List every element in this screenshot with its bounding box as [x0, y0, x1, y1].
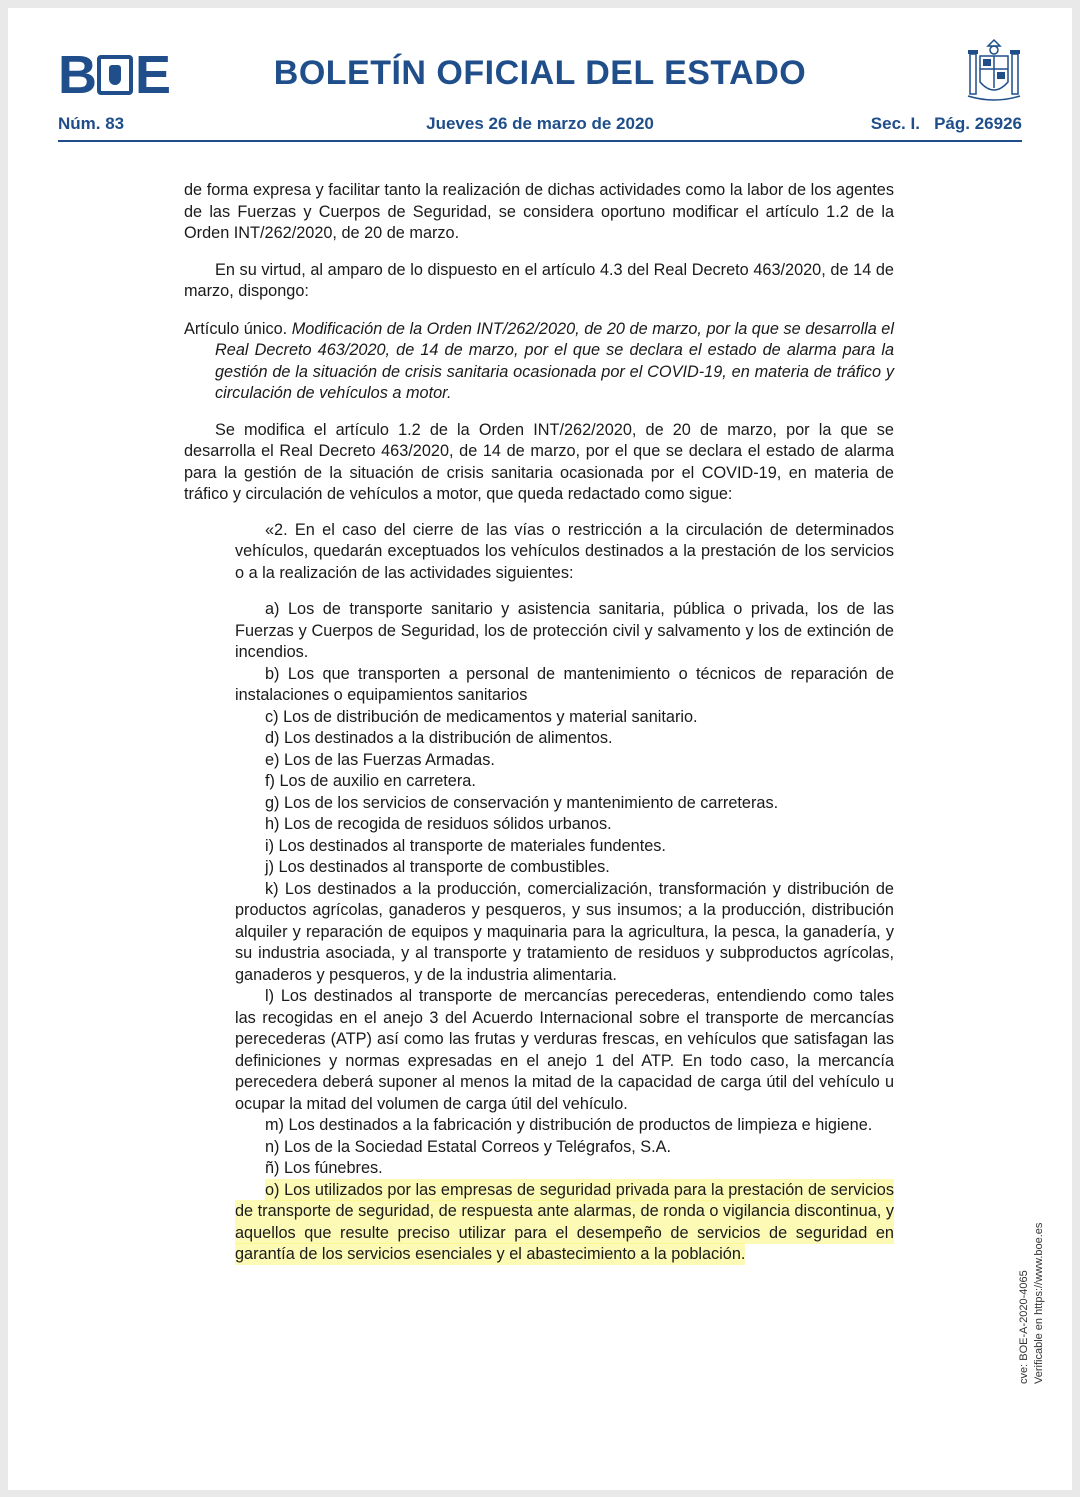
cve-code: cve: BOE-A-2020-4065 [1018, 1270, 1030, 1384]
paragraph-intro: de forma expresa y facilitar tanto la realización de dichas actividades como la labor de los agentes de las Fuerzas y Cuerpos de Seguridad, se considera oportuno modificar el artículo 1.2 de la Orden INT/262/2020, de 20 de marzo. [184, 181, 894, 242]
list-item: f) Los de auxilio en carretera. [265, 772, 476, 790]
list-item: k) Los destinados a la producción, comercialización, transformación y distribución de productos agrícolas, ganaderos y pesqueros, y sus insumos; a la producción, distribución alquiler y reparación de equipos y maquinaria para la agricultura, la pesca, la ganadería, y su industria asociada, y al transporte y tratamiento de residuos y subproductos agrícolas, ganaderos y pesqueros, y de la industria alimentaria. [235, 879, 894, 984]
issue-info-row [58, 114, 1022, 138]
exception-list [235, 599, 894, 1266]
list-item: i) Los destinados al transporte de materiales fundentes. [265, 836, 666, 855]
page-title: BOLETÍN OFICIAL DEL ESTADO [273, 54, 807, 92]
list-item: n) Los de la Sociedad Estatal Correos y Telégrafos, S.A. [265, 1137, 672, 1156]
verification-note [1017, 1184, 1051, 1384]
boe-header [8, 8, 1072, 168]
highlighted-text: o) Los utilizados por las empresas de seguridad privada para la prestación de servicios de transporte de seguridad, de respuesta ante alarmas, de ronda o vigilancia discontinua, y aquellos que resulte preciso utilizar para el desempeño de servicios de seguridad en garantía de los servicios esenciales y el abastecimiento a la población. [235, 1180, 894, 1263]
list-item: ñ) Los fúnebres. [265, 1159, 383, 1177]
list-item: j) Los destinados al transporte de combustibles. [265, 858, 610, 876]
list-item: c) Los de distribución de medicamentos y material sanitario. [265, 707, 698, 726]
issue-number: Núm. 83 [58, 114, 125, 133]
logo-letter-b: B [58, 45, 95, 105]
article-heading [184, 319, 894, 405]
coat-of-arms-icon [966, 38, 1022, 104]
document-body [184, 180, 894, 1266]
header-divider [58, 140, 1022, 142]
quote-intro: «2. En el caso del cierre de las vías o restricción a la circulación de determinados vehículos, quedarán exceptuados los vehículos destinados a la prestación de los servicios o a la realización de las actividades siguientes: [235, 520, 894, 582]
list-item: m) Los destinados a la fabricación y distribución de productos de limpieza e higiene. [265, 1116, 873, 1134]
list-item: h) Los de recogida de residuos sólidos urbanos. [265, 815, 612, 833]
quoted-article [235, 520, 894, 1266]
list-item: g) Los de los servicios de conservación y mantenimiento de carreteras. [265, 793, 779, 812]
section-page: Sec. I. Pág. 26926 [870, 114, 1022, 133]
document-page [8, 8, 1072, 1490]
verify-url: Verificable en https://www.boe.es [1033, 1222, 1045, 1384]
list-item: d) Los destinados a la distribución de alimentos. [265, 729, 613, 747]
issue-date: Jueves 26 de marzo de 2020 [426, 114, 654, 133]
logo-letter-e: E [135, 45, 170, 105]
paragraph-modifica: Se modifica el artículo 1.2 de la Orden INT/262/2020, de 20 de marzo, por la que se desarrolla el Real Decreto 463/2020, de 14 de marzo, por el que se declara el estado de alarma para la gestión de la situación de crisis sanitaria ocasionada por el COVID-19, en materia de tráfico y circulación de vehículos a motor, que queda redactado como sigue: [184, 420, 894, 503]
article-title: Modificación de la Orden INT/262/2020, de 20 de marzo, por la que se desarrolla el Real Decreto 463/2020, de 14 de marzo, por el que se declara el estado de alarma para la gestión de la situación de crisis sanitaria ocasionada por el COVID-19, en materia de tráfico y circulación de vehículos a motor. [215, 319, 894, 402]
paragraph-virtud: En su virtud, al amparo de lo dispuesto en el artículo 4.3 del Real Decreto 463/2020, de 14 de marzo, dispongo: [184, 260, 894, 300]
list-item-highlighted [235, 1180, 894, 1266]
list-item: l) Los destinados al transporte de mercancías perecederas, entendiendo como tales las recogidas en el anejo 3 del Acuerdo Internacional sobre el transporte de mercancías perecederas (ATP) así como las frutas y verduras frescas, en vehículos que satisfagan las definiciones y normas expresadas en el anejo 1 del ATP. En todo caso, la mercancía perecedera deberá suponer al menos la mitad de la capacidad de carga útil del vehículo u ocupar la mitad del volumen de carga útil del vehículo. [235, 987, 894, 1113]
article-label: Artículo único. [184, 319, 292, 338]
list-item: a) Los de transporte sanitario y asistencia sanitaria, pública o privada, los de las Fuerzas y Cuerpos de Seguridad, los de protección civil y salvamento y los de extinción de incendios. [235, 600, 894, 661]
list-item: b) Los que transporten a personal de mantenimiento o técnicos de reparación de instalaciones o equipamientos sanitarios [235, 664, 894, 704]
list-item: e) Los de las Fuerzas Armadas. [265, 750, 495, 769]
